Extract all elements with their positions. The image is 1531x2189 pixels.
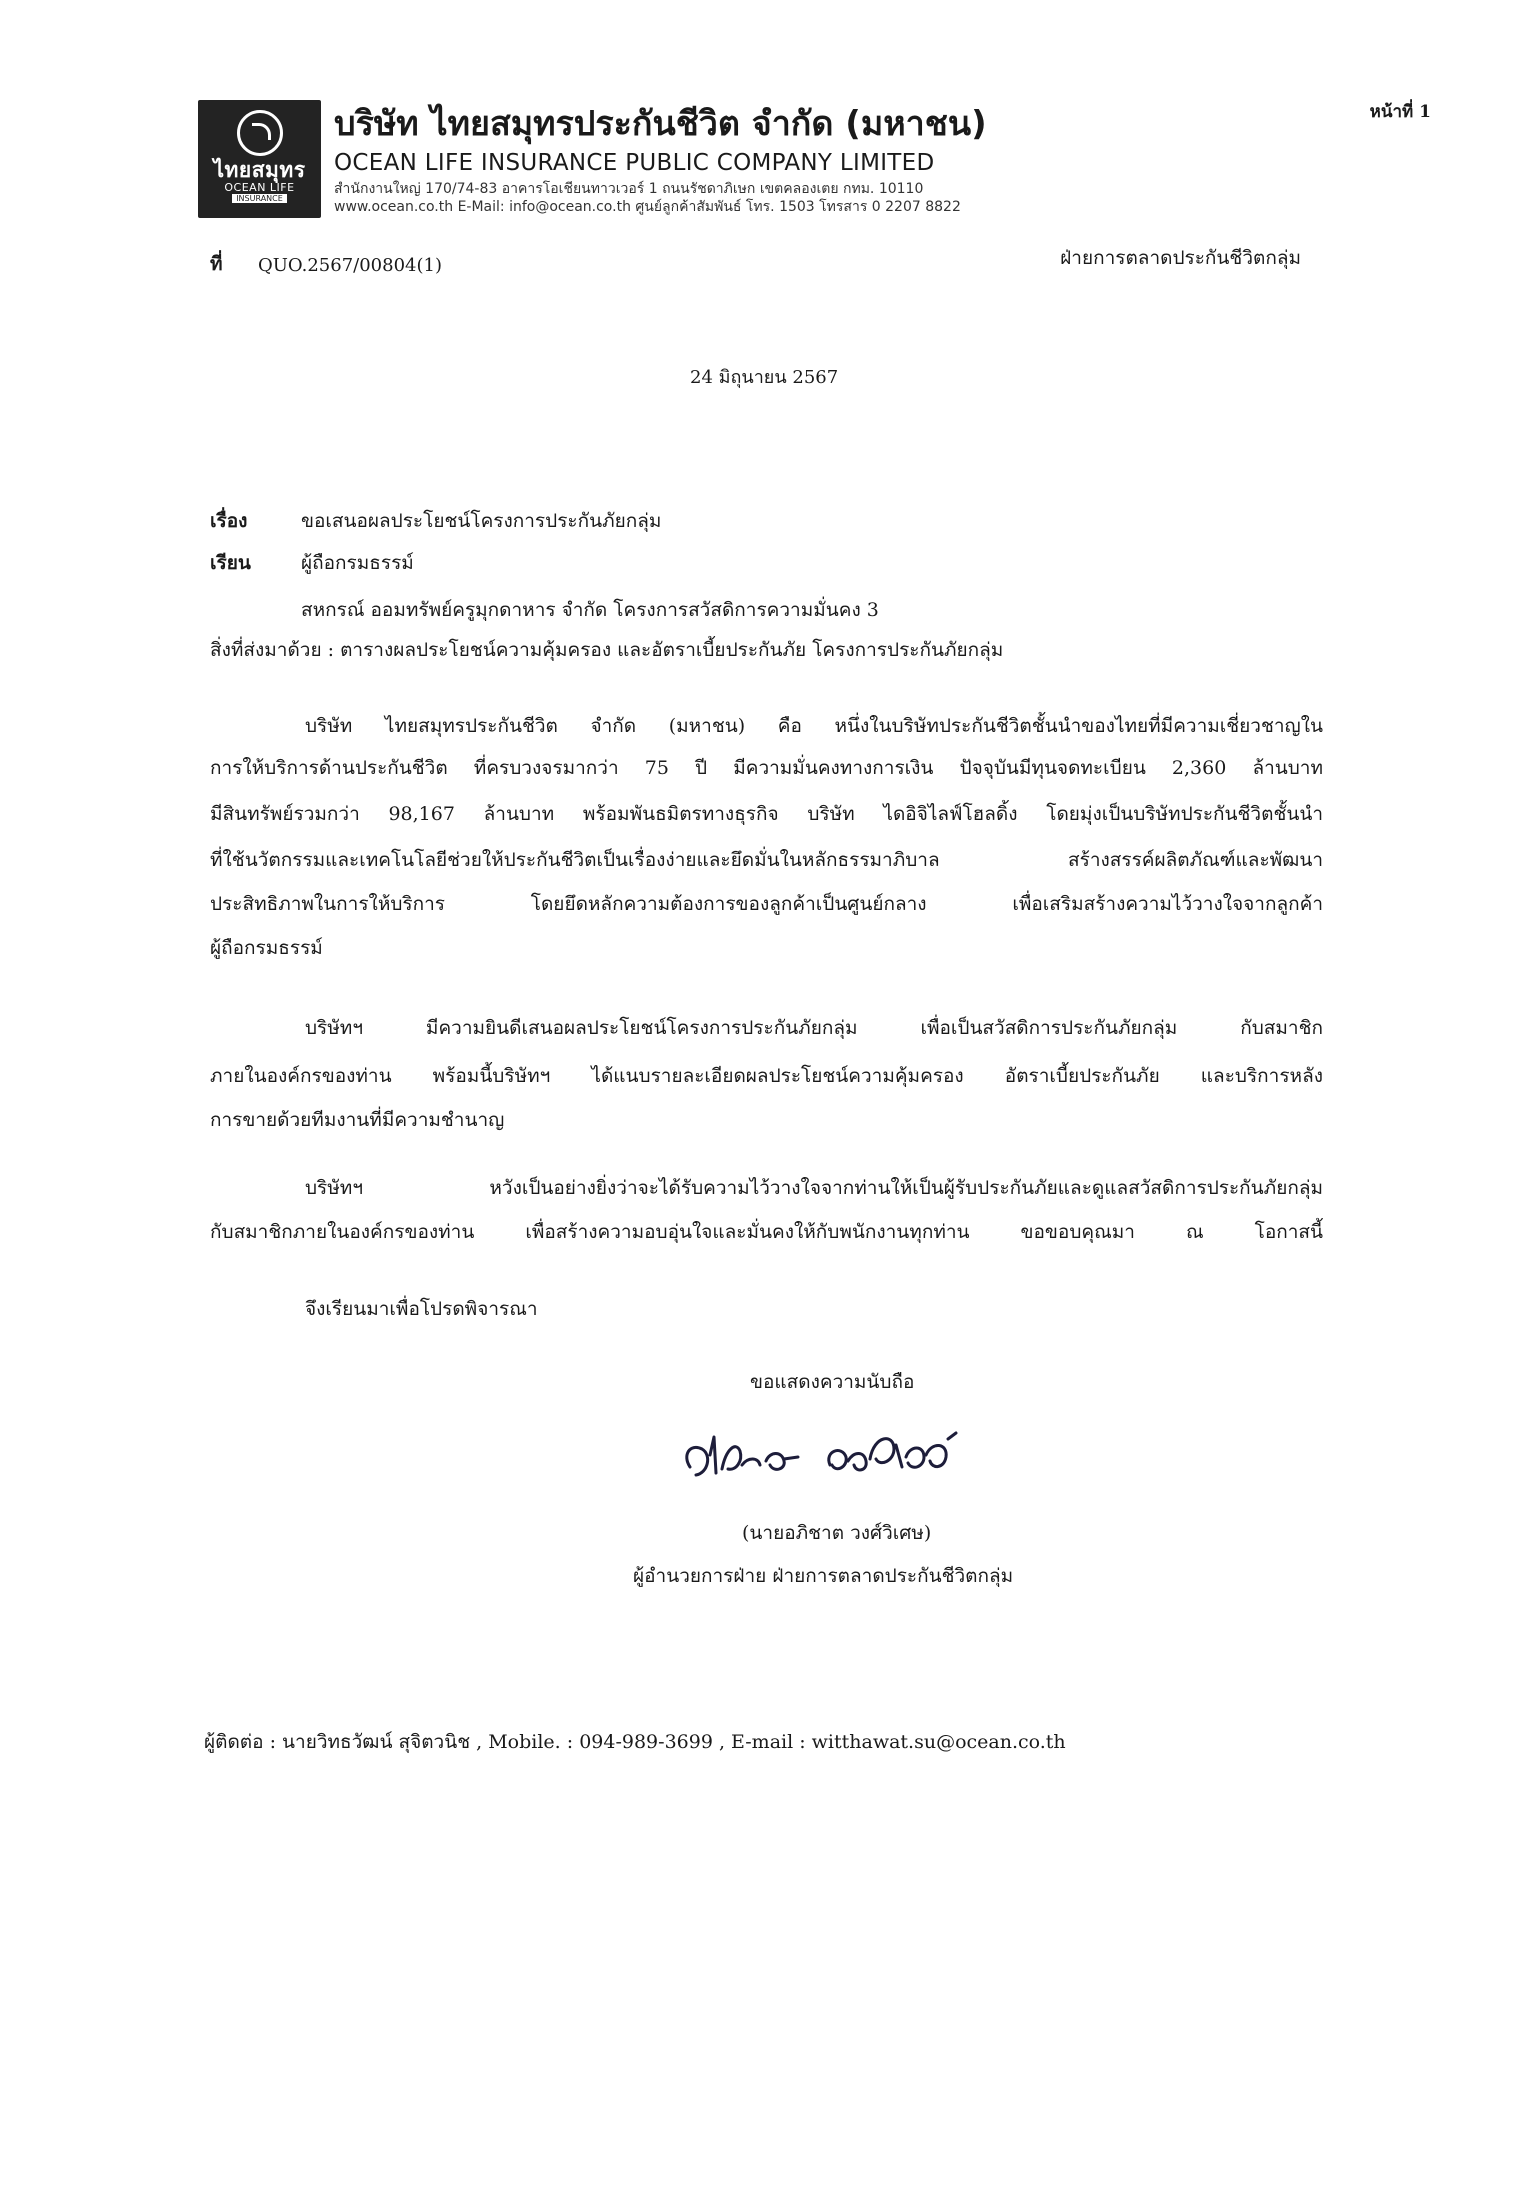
paragraph-line: บริษัท ไทยสมุทรประกันชีวิต จำกัด (มหาชน) คือ หนึ่งในบริษัทประกันชีวิตชั้นนำของไทยที่มีความเชี่ยวชาญใน [305, 715, 1323, 737]
regards-line: ขอแสดงความนับถือ [750, 1371, 915, 1393]
reference-number: QUO.2567/00804(1) [258, 255, 442, 276]
company-name-english: OCEAN LIFE INSURANCE PUBLIC COMPANY LIMITED [334, 150, 935, 176]
closing-line: จึงเรียนมาเพื่อโปรดพิจารณา [305, 1298, 538, 1320]
paragraph-line: กับสมาชิกภายในองค์กรของท่าน เพื่อสร้างความอบอุ่นใจและมั่นคงให้กับพนักงานทุกท่าน ขอขอบคุณมา ณ โอกาสนี้ [210, 1221, 1323, 1243]
handwritten-signature [680, 1415, 970, 1495]
paragraph-line: การให้บริการด้านประกันชีวิต ที่ครบวงจรมากว่า 75 ปี มีความมั่นคงทางการเงิน ปัจจุบันมีทุนจดทะเบียน 2,360 ล้านบาท [210, 757, 1323, 779]
page-number: หน้าที่ 1 [1369, 102, 1431, 122]
company-logo [198, 100, 321, 218]
recipient-text: ผู้ถือกรมธรรม์ [301, 552, 414, 574]
reference-label: ที่ [210, 253, 223, 275]
recipient-label: เรียน [210, 552, 251, 574]
company-address: สำนักงานใหญ่ 170/74-83 อาคารโอเชียนทาวเวอร์ 1 ถนนรัชดาภิเษก เขตคลองเตย กทม. 10110 [334, 181, 924, 197]
paragraph-line: ภายในองค์กรของท่าน พร้อมนี้บริษัทฯ ได้แนบรายละเอียดผลประโยชน์ความคุ้มครอง อัตราเบี้ยประกันภัย และบริการหลัง [210, 1065, 1323, 1087]
logo-thai-text: ไทยสมุทร [213, 158, 306, 182]
company-name-thai: บริษัท ไทยสมุทรประกันชีวิต จำกัด (มหาชน) [334, 104, 987, 144]
department-name: ฝ่ายการตลาดประกันชีวิตกลุ่ม [1060, 247, 1301, 269]
enclosure-line: สิ่งที่ส่งมาด้วย : ตารางผลประโยชน์ความคุ้มครอง และอัตราเบี้ยประกันภัย โครงการประกันภัยกลุ่ม [210, 639, 1004, 661]
recipient-organization: สหกรณ์ ออมทรัพย์ครูมุกดาหาร จำกัด โครงการสวัสดิการความมั่นคง 3 [301, 599, 879, 621]
logo-english-subtext: INSURANCE [232, 194, 287, 203]
paragraph-line: ที่ใช้นวัตกรรมและเทคโนโลยีช่วยให้ประกันชีวิตเป็นเรื่องง่ายและยึดมั่นในหลักธรรมาภิบาล สร้างสรรค์ผลิตภัณฑ์และพัฒนา [210, 849, 1323, 871]
company-contact-info: www.ocean.co.th E-Mail: info@ocean.co.th ศูนย์ลูกค้าสัมพันธ์ โทร. 1503 โทรสาร 0 2207 8822 [334, 199, 961, 215]
logo-english-text: OCEAN LIFE [224, 181, 295, 194]
contact-line: ผู้ติดต่อ : นายวิทธวัฒน์ สุจิตวนิช , Mobile. : 094-989-3699 , E-mail : witthawat.su@ocean.co.th [204, 1731, 1066, 1753]
bird-emblem-icon [237, 110, 283, 156]
paragraph-line: ผู้ถือกรมธรรม์ [210, 937, 323, 959]
paragraph-line: ประสิทธิภาพในการให้บริการ โดยยึดหลักความต้องการของลูกค้าเป็นศูนย์กลาง เพื่อเสริมสร้างความไว้วางใจจากลูกค้า [210, 893, 1323, 915]
paragraph-line: การขายด้วยทีมงานที่มีความชำนาญ [210, 1109, 505, 1131]
letter-date: 24 มิถุนายน 2567 [690, 367, 839, 388]
subject-text: ขอเสนอผลประโยชน์โครงการประกันภัยกลุ่ม [301, 510, 662, 532]
paragraph-line: มีสินทรัพย์รวมกว่า 98,167 ล้านบาท พร้อมพันธมิตรทางธุรกิจ บริษัท ไดอิจิไลฟ์โฮลดิ้ง โดยมุ่งเป็นบริษัทประกันชีวิตชั้นนำ [210, 803, 1323, 825]
paragraph-line: บริษัทฯ หวังเป็นอย่างยิ่งว่าจะได้รับความไว้วางใจจากท่านให้เป็นผู้รับประกันภัยและดูแลสวัสดิการประกันภัยกลุ่ม [305, 1177, 1323, 1199]
signer-title: ผู้อำนวยการฝ่าย ฝ่ายการตลาดประกันชีวิตกลุ่ม [633, 1565, 1014, 1587]
subject-label: เรื่อง [210, 510, 248, 532]
signer-name: (นายอภิชาต วงศ์วิเศษ) [742, 1522, 932, 1544]
paragraph-line: บริษัทฯ มีความยินดีเสนอผลประโยชน์โครงการประกันภัยกลุ่ม เพื่อเป็นสวัสดิการประกันภัยกลุ่ม กับสมาชิก [305, 1017, 1323, 1039]
